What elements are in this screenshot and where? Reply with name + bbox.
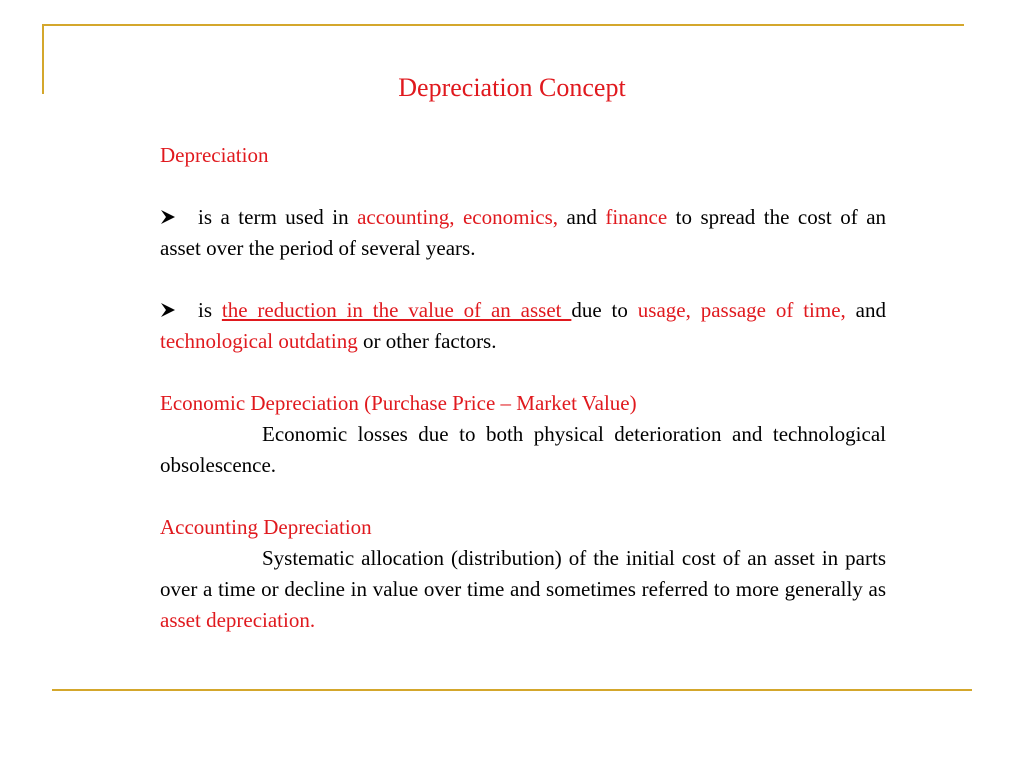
arrowhead-bullet-icon xyxy=(160,202,198,233)
slide-content xyxy=(160,140,886,636)
accounting-depreciation-body: Systematic allocation (distribution) of the initial cost of an asset in parts over a time or decline in value over time and sometimes referred to more generally as xyxy=(160,546,886,601)
depreciation-heading: Depreciation xyxy=(160,143,269,167)
bullet2-text-1: is xyxy=(198,298,222,322)
bullet2-red-3: technological outdating xyxy=(160,329,358,353)
economic-depreciation-body: Economic losses due to both physical deterioration and technological obsolescence. xyxy=(160,422,886,477)
bullet1-text-1: is a term used in xyxy=(198,205,358,229)
bullet2-text-3: and xyxy=(845,298,886,322)
bullet1-text-2: and xyxy=(558,205,606,229)
bullet2-text-2: due to xyxy=(571,298,638,322)
bullet1-text-3: to spread the cost of an asset over the period of several years. xyxy=(160,205,887,260)
bullet2-red-underlined: the reduction in the value of an asset xyxy=(221,298,572,322)
arrowhead-bullet-icon xyxy=(160,295,198,326)
bottom-rule xyxy=(52,689,972,691)
bullet-item-1 xyxy=(160,202,886,264)
bullet1-red-1: accounting, economics, xyxy=(357,205,559,229)
slide-title: Depreciation Concept xyxy=(398,73,626,102)
accounting-depreciation-text xyxy=(160,543,886,636)
bullet2-text-4: or other factors. xyxy=(357,329,497,353)
top-rule xyxy=(42,24,964,26)
bullet2-red-2: usage, passage of time, xyxy=(637,298,846,322)
economic-depreciation-text xyxy=(160,419,886,481)
accounting-depreciation-heading: Accounting Depreciation xyxy=(160,515,372,539)
economic-depreciation-heading: Economic Depreciation (Purchase Price – Market Value) xyxy=(160,391,637,415)
bullet-item-2 xyxy=(160,295,886,357)
asset-depreciation-term: asset depreciation. xyxy=(160,608,316,632)
bullet1-red-2: finance xyxy=(605,205,668,229)
